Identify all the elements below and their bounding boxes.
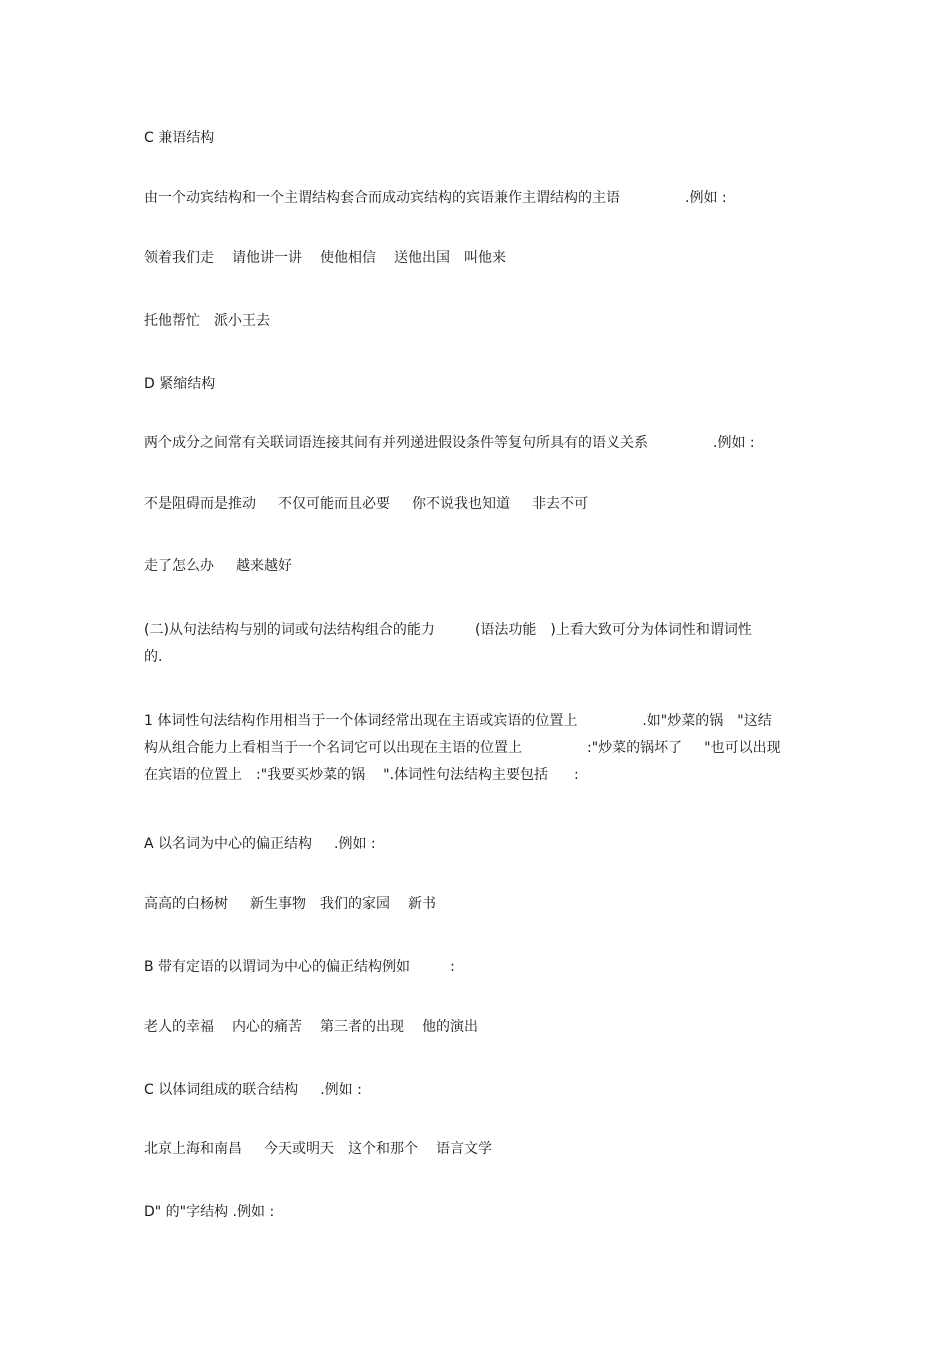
paragraph-nominal-structure xyxy=(144,708,809,789)
text: )上看大致可分为体词性和谓词性 xyxy=(550,622,752,638)
example: 北京上海和南昌 xyxy=(144,1141,242,1157)
paragraph-pivotal-def xyxy=(144,188,727,208)
text: 构从组合能力上看相当于一个名词它可以出现在主语的位置上 xyxy=(144,740,522,756)
heading-c-nominal xyxy=(144,1080,362,1100)
heading-d-contracted xyxy=(144,374,215,394)
example: 不仅可能而且必要 xyxy=(278,496,390,512)
example: 使他相信 xyxy=(320,250,376,266)
examples-pivotal-2 xyxy=(144,311,270,331)
heading-c-pivotal xyxy=(144,128,214,148)
examples-nominal-a xyxy=(144,894,436,914)
text: : xyxy=(450,959,455,975)
example: 新生事物 xyxy=(250,896,306,912)
text: .例如 : xyxy=(685,190,727,206)
text: :"炒菜的锅坏了 xyxy=(587,740,683,756)
example: 老人的幸福 xyxy=(144,1019,214,1035)
example: 内心的痛苦 xyxy=(232,1019,302,1035)
text: 1 体词性句法结构作用相当于一个体词经常出现在主语或宾语的位置上 xyxy=(144,713,578,729)
examples-contracted-2 xyxy=(144,556,292,576)
example: 请他讲一讲 xyxy=(232,250,302,266)
text: "也可以出现 xyxy=(704,740,781,756)
text: (二)从句法结构与别的词或句法结构组合的能力 xyxy=(144,622,435,638)
example: 派小王去 xyxy=(214,313,270,329)
examples-nominal-b xyxy=(144,1017,478,1037)
text: ".体词性句法结构主要包括 xyxy=(383,767,549,783)
paragraph-section-two xyxy=(144,617,809,671)
text: .例如 : xyxy=(713,435,755,451)
example: 走了怎么办 xyxy=(144,558,214,574)
text: : xyxy=(574,767,579,783)
examples-pivotal-1 xyxy=(144,248,506,268)
text: .例如 : xyxy=(334,836,376,852)
text: .例如 : xyxy=(320,1082,362,1098)
heading-b-nominal xyxy=(144,957,455,977)
example: 越来越好 xyxy=(236,558,292,574)
text: 由一个动宾结构和一个主谓结构套合而成动宾结构的宾语兼作主谓结构的主语 xyxy=(144,190,620,206)
text: "这结 xyxy=(737,713,772,729)
text: 的. xyxy=(144,649,163,665)
examples-nominal-c xyxy=(144,1139,492,1159)
example: 这个和那个 xyxy=(348,1141,418,1157)
text: 在宾语的位置上 xyxy=(144,767,242,783)
example: 第三者的出现 xyxy=(320,1019,404,1035)
heading-d-de-structure xyxy=(144,1202,274,1222)
example: 他的演出 xyxy=(422,1019,478,1035)
example: 托他帮忙 xyxy=(144,313,200,329)
heading-a-nominal xyxy=(144,834,376,854)
text: 两个成分之间常有关联词语连接其间有并列递进假设条件等复句所具有的语义关系 xyxy=(144,435,648,451)
example: 送他出国 xyxy=(394,250,450,266)
text: (语法功能 xyxy=(474,622,537,638)
example: 不是阻碍而是推动 xyxy=(144,496,256,512)
example: 叫他来 xyxy=(464,250,506,266)
example: 高高的白杨树 xyxy=(144,896,228,912)
example: 非去不可 xyxy=(532,496,588,512)
text: C 兼语结构 xyxy=(144,130,215,146)
example: 你不说我也知道 xyxy=(412,496,510,512)
text: A 以名词为中心的偏正结构 xyxy=(144,836,313,852)
example: 新书 xyxy=(408,896,436,912)
paragraph-contracted-def xyxy=(144,433,755,453)
examples-contracted-1 xyxy=(144,494,588,514)
example: 领着我们走 xyxy=(144,250,214,266)
text: D 紧缩结构 xyxy=(144,376,216,392)
text: :"我要买炒菜的锅 xyxy=(256,767,366,783)
example: 今天或明天 xyxy=(264,1141,334,1157)
text: D" 的"字结构 .例如 : xyxy=(144,1204,275,1220)
example: 语言文学 xyxy=(436,1141,492,1157)
example: 我们的家园 xyxy=(320,896,390,912)
text: B 带有定语的以谓词为中心的偏正结构例如 xyxy=(144,959,411,975)
text: C 以体词组成的联合结构 xyxy=(144,1082,299,1098)
text: .如"炒菜的锅 xyxy=(642,713,724,729)
